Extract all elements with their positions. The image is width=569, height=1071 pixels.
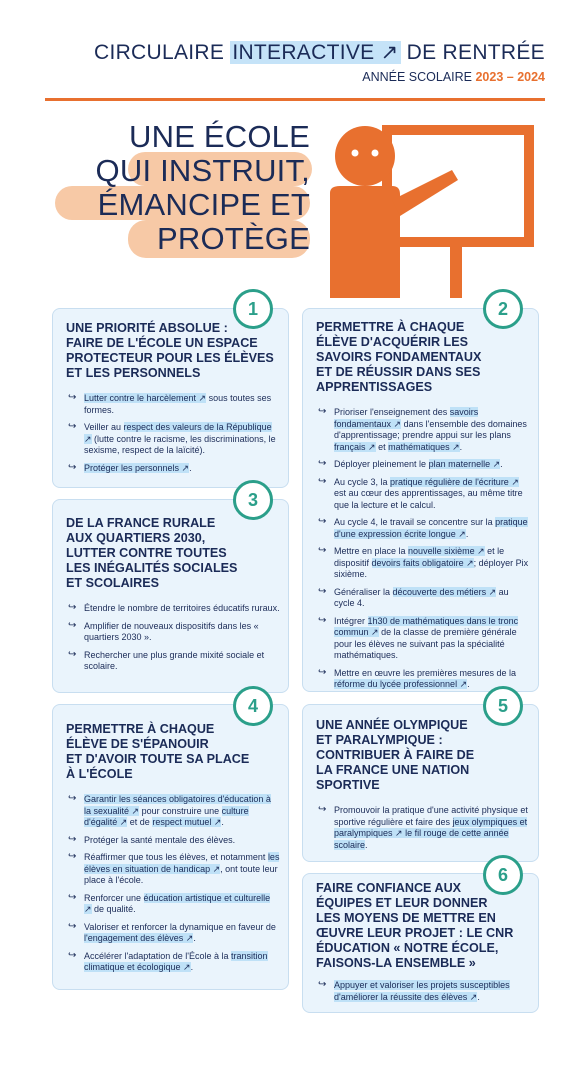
card-title-line: FAISONS-LA ENSEMBLE » <box>316 956 476 970</box>
item-text: Étendre le nombre de territoires éducatifs ruraux. <box>84 603 280 613</box>
list-item <box>68 463 280 475</box>
hero-line: ÉMANCIPE ET <box>97 187 310 222</box>
list-item <box>68 650 280 673</box>
card-title <box>66 516 237 591</box>
card-number: 4 <box>233 686 273 726</box>
arrow-icon: ↪ <box>68 851 77 862</box>
item-text: Renforcer une <box>84 892 144 903</box>
item-text: Réaffirmer que tous les élèves, et notamment <box>84 852 268 862</box>
item-text: de la classe de première générale pour les élèves ne suivant pas la spécialité mathématiques. <box>334 627 517 660</box>
list-item <box>318 407 530 453</box>
inline-link[interactable]: réforme du lycée professionnel ↗ <box>334 679 468 689</box>
arrow-icon: ↪ <box>68 461 77 473</box>
header-title-post: DE RENTRÉE <box>400 41 545 64</box>
inline-link[interactable]: français ↗ <box>334 441 376 452</box>
list-item <box>318 477 530 512</box>
list-item <box>318 616 530 662</box>
hero-line: QUI INSTRUIT, <box>95 153 310 188</box>
card-title-line: PERMETTRE À CHAQUE <box>316 320 465 334</box>
item-text: Intégrer <box>334 615 368 626</box>
arrow-icon: ↪ <box>318 666 327 678</box>
inline-link[interactable]: Protéger les personnels ↗ <box>84 462 190 473</box>
list-item <box>68 922 280 945</box>
card-title-line: FAIRE CONFIANCE AUX <box>316 881 462 895</box>
card-number: 3 <box>233 480 273 520</box>
list-item <box>68 893 280 916</box>
card-title-line: ET SCOLAIRES <box>66 576 160 590</box>
inline-link[interactable]: respect mutuel ↗ <box>152 817 222 827</box>
item-text: . <box>467 679 470 689</box>
arrow-icon: ↪ <box>68 891 77 903</box>
item-text: sous toutes ses formes. <box>84 393 272 415</box>
inline-link[interactable]: jeux olympiques et paralympiques ↗ <box>334 816 528 838</box>
card-title-line: ET LES PERSONNELS <box>66 366 201 380</box>
item-text: . <box>465 528 469 539</box>
arrow-icon: ↪ <box>68 833 77 845</box>
card-title-line: ŒUVRE LEUR PROJET : LE CNR <box>316 926 514 940</box>
card-title-line: FAIRE DE L'ÉCOLE UN ESPACE <box>66 336 258 350</box>
hero-line: PROTÈGE <box>157 221 310 256</box>
item-text: et le dispositif <box>334 546 505 568</box>
card-title-line: LUTTER CONTRE TOUTES <box>66 546 227 560</box>
card-title <box>316 320 481 395</box>
item-text: . <box>193 933 196 943</box>
arrow-icon: ↪ <box>68 793 77 804</box>
card-number: 1 <box>233 289 273 329</box>
item-text: Protéger la santé mentale des élèves. <box>84 834 236 845</box>
header-title <box>94 40 545 65</box>
school-year: 2023 – 2024 <box>475 70 545 84</box>
item-text: Au cycle 4, le travail se concentre sur la <box>334 517 496 527</box>
arrow-icon: ↪ <box>318 516 327 527</box>
item-text: Amplifier de nouveaux dispositifs dans les « quartiers 2030 ». <box>84 620 259 642</box>
card-list <box>318 805 530 857</box>
list-item <box>68 603 280 615</box>
card-title-line: CONTRIBUER À FAIRE DE <box>316 748 475 762</box>
arrow-icon: ↪ <box>318 475 327 487</box>
item-text: . <box>189 462 192 473</box>
header-divider <box>45 98 545 101</box>
list-item <box>68 422 280 457</box>
inline-link[interactable]: culture d'égalité ↗ <box>84 805 249 827</box>
item-text: et <box>375 441 389 452</box>
item-text: de qualité. <box>91 904 136 914</box>
list-item <box>318 517 530 540</box>
card-title-line: ET D'AVOIR TOUTE SA PLACE <box>66 752 250 766</box>
item-text: au cycle 4. <box>334 586 509 608</box>
list-item <box>318 546 530 581</box>
item-text: . <box>365 839 368 850</box>
card-title-line: ÉLÈVE DE S'ÉPANOUIR <box>66 737 209 751</box>
card-list <box>318 407 530 697</box>
item-text: ; déployer Pix sixième. <box>334 557 529 579</box>
item-text: et de <box>127 817 153 827</box>
card-title-line: APPRENTISSAGES <box>316 380 433 394</box>
card-title-line: UNE PRIORITÉ ABSOLUE : <box>66 321 228 335</box>
item-text: . <box>190 962 194 972</box>
inline-link[interactable]: éducation artistique et culturelle ↗ <box>84 892 271 914</box>
card-title-line: SPORTIVE <box>316 778 380 792</box>
list-item <box>68 393 280 416</box>
arrow-icon: ↪ <box>318 614 327 626</box>
inline-link[interactable]: mathématiques ↗ <box>388 441 460 452</box>
hero-line: UNE ÉCOLE <box>129 119 310 154</box>
card-title-line: UNE ANNÉE OLYMPIQUE <box>316 718 468 732</box>
arrow-icon: ↪ <box>68 602 77 613</box>
inline-link[interactable]: pratique régulière de l'écriture ↗ <box>390 476 519 487</box>
item-text: . <box>221 817 224 827</box>
item-text: Valoriser et renforcer la dynamique en faveur de <box>84 921 276 932</box>
card-list <box>68 393 280 480</box>
header-subtitle-pre: ANNÉE SCOLAIRE <box>362 70 476 84</box>
card-title-line: ÉDUCATION « NOTRE ÉCOLE, <box>316 941 499 955</box>
card-number: 6 <box>483 855 523 895</box>
card-list <box>318 980 530 1009</box>
inline-link[interactable]: nouvelle sixième ↗ <box>408 546 485 556</box>
item-text: Au cycle 3, la <box>334 476 391 487</box>
inline-link[interactable]: 1h30 de mathématiques dans le tronc commun ↗ <box>334 615 519 637</box>
item-text: . <box>500 459 503 469</box>
list-item <box>68 835 280 847</box>
inline-link[interactable]: l'engagement des élèves ↗ <box>84 933 194 943</box>
item-text: (lutte contre le racisme, les discriminations, le sexisme, respect de la laïcité). <box>84 433 276 455</box>
list-item <box>68 794 280 829</box>
list-item <box>68 852 280 887</box>
card-title-line: LES MOYENS DE METTRE EN <box>316 911 496 925</box>
inline-link[interactable]: plan maternelle ↗ <box>428 459 501 469</box>
teacher-illustration <box>300 118 550 298</box>
item-text: Déployer pleinement le <box>334 459 429 469</box>
item-text: est au cœur des apprentissages, au même titre que la lecture et le calcul. <box>334 488 523 510</box>
card-title-line: AUX QUARTIERS 2030, <box>66 531 206 545</box>
card-title-line: ÉQUIPES ET LEUR DONNER <box>316 896 488 910</box>
card-title-line: ÉLÈVE D'ACQUÉRIR LES <box>316 335 469 349</box>
card-number: 2 <box>483 289 523 329</box>
list-item <box>318 805 530 851</box>
card-title-line: LES INÉGALITÉS SOCIALES <box>66 561 238 575</box>
card-title-line: À L'ÉCOLE <box>66 767 133 781</box>
item-text: . <box>459 441 463 452</box>
inline-link[interactable]: les élèves en situation de handicap ↗ <box>84 852 280 874</box>
card-title <box>316 881 513 971</box>
item-text: Généraliser la <box>334 586 393 597</box>
card-title <box>66 321 274 381</box>
card-title-line: DE LA FRANCE RURALE <box>66 516 216 530</box>
inline-link[interactable]: savoirs fondamentaux ↗ <box>334 407 479 429</box>
item-text: Rechercher une plus grande mixité sociale et scolaire. <box>84 649 265 671</box>
header-title-pre: CIRCULAIRE <box>93 41 231 64</box>
inline-link[interactable]: Appuyer et valoriser les projets susceptibles d'améliorer la réussite des élèves ↗ <box>334 980 510 1002</box>
item-text: . <box>477 991 480 1002</box>
card-title-line: ET PARALYMPIQUE : <box>316 733 443 747</box>
item-text: Accélérer l'adaptation de l'École à la <box>84 950 232 961</box>
list-item <box>68 951 280 974</box>
item-text: Mettre en place la <box>334 546 409 556</box>
list-item <box>68 621 280 644</box>
card-list <box>68 794 280 980</box>
header-subtitle <box>362 70 545 84</box>
item-text: pour construire une <box>139 805 222 816</box>
inline-link[interactable]: découverte des métiers ↗ <box>392 586 497 597</box>
list-item <box>318 459 530 471</box>
interactive-link[interactable]: INTERACTIVE ↗ <box>232 41 399 64</box>
arrow-icon: ↪ <box>68 949 77 961</box>
card-title <box>66 722 249 782</box>
card-list <box>68 603 280 679</box>
item-text: dans l'ensemble des domaines d'apprentissage; prendre appui sur les plans <box>334 418 527 440</box>
arrow-icon: ↪ <box>68 421 77 432</box>
list-item <box>318 587 530 610</box>
inline-link[interactable]: transition climatique et écologique ↗ <box>84 950 268 972</box>
inline-link[interactable]: le fil rouge de cette année scolaire <box>334 828 509 850</box>
card-title-line: ET DE RÉUSSIR DANS SES <box>316 365 481 379</box>
arrow-icon: ↪ <box>318 804 327 815</box>
arrow-icon: ↪ <box>318 545 327 556</box>
card-title <box>316 718 474 793</box>
item-text: Promouvoir la pratique d'une activité physique et sportive régulière et faire des <box>334 805 528 827</box>
list-item <box>318 980 530 1003</box>
inline-link[interactable]: pratique d'une expression écrite longue ↗ <box>334 517 528 539</box>
arrow-icon: ↪ <box>318 458 327 469</box>
card-title-line: PERMETTRE À CHAQUE <box>66 722 215 736</box>
card-title-line: PROTECTEUR POUR LES ÉLÈVES <box>66 351 274 365</box>
card-title-line: LA FRANCE UNE NATION <box>316 763 470 777</box>
arrow-icon: ↪ <box>68 648 77 660</box>
arrow-icon: ↪ <box>318 979 327 990</box>
item-text: Prioriser l'enseignement des <box>334 407 450 417</box>
inline-link[interactable]: devoirs faits obligatoire ↗ <box>371 557 474 568</box>
hero-title <box>50 120 310 256</box>
inline-link[interactable]: Garantir les séances obligatoires d'éducation à la sexualité ↗ <box>84 794 271 816</box>
card-number: 5 <box>483 686 523 726</box>
item-text: Veiller au <box>84 422 124 432</box>
arrow-icon: ↪ <box>318 406 327 417</box>
inline-link[interactable]: Lutter contre le harcèlement ↗ <box>84 393 207 403</box>
arrow-icon: ↪ <box>68 619 77 631</box>
item-text: Mettre en œuvre les premières mesures de la <box>334 667 517 678</box>
arrow-icon: ↪ <box>68 920 77 932</box>
inline-link[interactable]: respect des valeurs de la République ↗ <box>84 422 272 444</box>
card-title-line: SAVOIRS FONDAMENTAUX <box>316 350 482 364</box>
arrow-icon: ↪ <box>318 585 327 597</box>
item-text: , ont toute leur place à l'école. <box>84 863 278 885</box>
arrow-icon: ↪ <box>68 392 77 403</box>
